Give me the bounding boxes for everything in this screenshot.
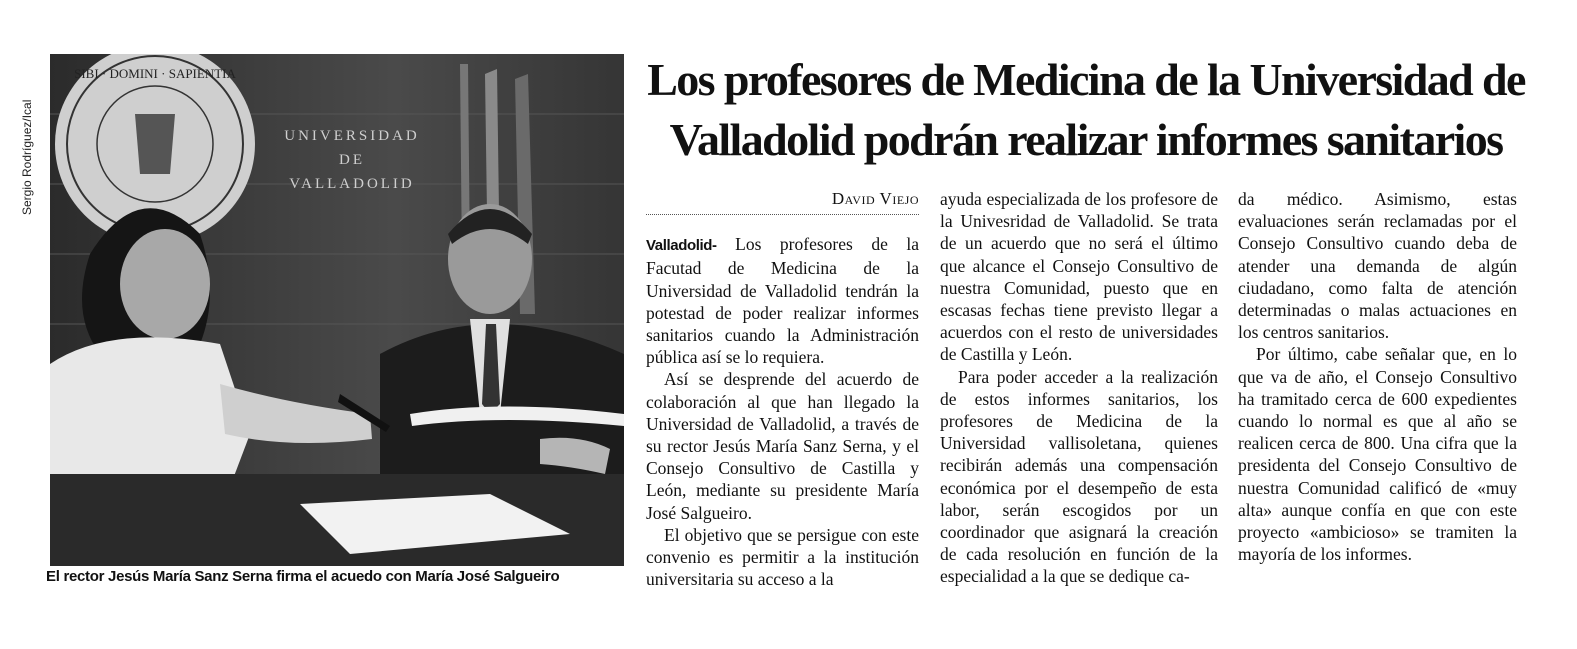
article-paragraph: da médico. Asimismo, estas evaluaciones serán reclamadas por el Consejo Consultivo cuando deba de atender una demanda de algún ciudadano, como falta de atención determinadas o malas actuaciones en los centros sanitarios. <box>1238 189 1517 343</box>
wall-sign-line: DE <box>339 152 365 168</box>
article-column-3 <box>1238 188 1517 565</box>
article-paragraph: Para poder acceder a la realización de estos informes sanitarios, los profesores de Medicina de la Universidad vallisoletana, quienes recibirán además una compensación económica por el desempeño de esta labor, serán escogidos por un coordinador que asignará la creación de cada resolución en función de la especialidad a la que se dedique ca- <box>940 366 1218 587</box>
article-paragraph: Así se desprende del acuerdo de colaboración al que han llegado la Universidad de Valladolid, a través de su rector Jesús María Sanz Serna, y el Consejo Consultivo de Castilla y León, mediante su presidente María José Salgueiro. <box>646 369 919 523</box>
article-paragraph: El objetivo que se persigue con este convenio es permitir a la institución universitaria su acceso a la <box>646 524 919 590</box>
article-paragraph: ayuda especializada de los profesore de la Univesridad de Valladolid. Se trata de un acuerdo que no será el último que alcance el Consejo Consultivo de nuestra Comunidad, puesto que en escasas fechas tiene previsto llegar a acuerdos con el resto de universidades de Castilla y León. <box>940 189 1218 365</box>
article-paragraph: Por último, cabe señalar que, en lo que va de año, el Consejo Consultivo ha tramitado cerca de 600 expedientes cuando lo normal es que al año se realicen cerca de 800. Una cifra que la presidenta del Consejo Consultivo de nuestra Comunidad calificó de «muy alta» aunque confía en que con este proyecto «ambicioso» se tramiten la mayoría de los informes. <box>1238 344 1517 565</box>
wall-sign-line: UNIVERSIDAD <box>284 128 420 144</box>
seal-text: SIBI · DOMINI · SAPIENTIA <box>74 66 236 81</box>
photo-credit: Sergio Rodríguez/Ical <box>20 99 34 215</box>
photo-caption: El rector Jesús María Sanz Serna firma el acuedo con María José Salgueiro <box>46 568 560 585</box>
paragraph-text: Los profesores de la Facutad de Medicina de la Universidad de Valladolid tendrán la potestad de poder realizar informes sanitarios cuando la Administración pública así se lo requiera. <box>646 234 919 368</box>
dateline: Valladolid- <box>646 237 717 255</box>
byline: David Viejo <box>646 188 919 215</box>
wall-sign-line: VALLADOLID <box>289 176 415 192</box>
article-column-1 <box>646 188 919 590</box>
article-paragraph <box>646 233 919 368</box>
article-column-2 <box>940 188 1218 588</box>
headline: Los profesores de Medicina de la Universidad de Valladolid podrán realizar informes sanitarios <box>647 54 1525 165</box>
news-photo <box>50 54 624 566</box>
